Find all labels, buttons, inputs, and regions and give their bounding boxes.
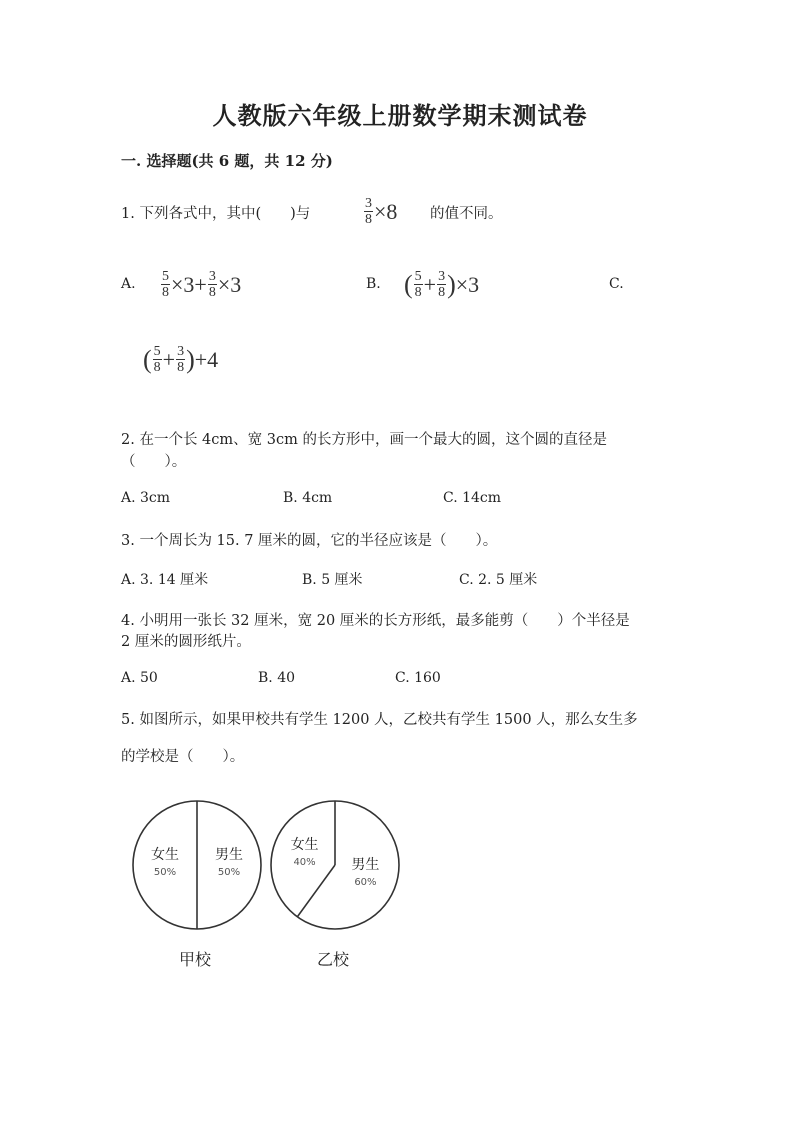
slice-label: 女生	[151, 847, 179, 863]
q4-stem-line1: 4. 小明用一张长 32 厘米，宽 20 厘米的长方形纸，最多能剪（ ）个半径是	[121, 613, 630, 629]
q3-option-c: C. 2. 5 厘米	[459, 572, 538, 588]
q5-stem-line2: 的学校是（ ）。	[121, 749, 245, 765]
slice-label: 女生	[290, 837, 319, 854]
q3-option-b: B. 5 厘米	[302, 572, 363, 588]
q1-option-c-expression: ( $\frac{5}{8}$ + $\frac{3}{8}$ ) +4	[143, 344, 219, 375]
q4-option-a: A. 50	[121, 670, 158, 686]
q2-stem-line1: 2. 在一个长 4cm、宽 3cm 的长方形中，画一个最大的圆，这个圆的直径是	[121, 432, 607, 448]
q2-option-c: C. 14cm	[443, 490, 502, 506]
q1-stem-text: 1. 下列各式中，其中( )与	[121, 206, 311, 222]
page-title: 人教版六年级上册数学期末测试卷	[212, 101, 588, 130]
section-heading: 一. 选择题(共 6 题，共 12 分)	[121, 152, 333, 170]
q1-stem-expression: $\frac{3}{8}$ ×8	[365, 196, 398, 227]
q3-option-a: A. 3. 14 厘米	[121, 572, 209, 588]
q1-option-c-label: C.	[609, 276, 624, 292]
q3-stem: 3. 一个周长为 15. 7 厘米的圆，它的半径应该是（ ）。	[121, 533, 498, 549]
q1-stem-tail: 的值不同。	[430, 206, 503, 222]
q1-option-a-expression: $\frac{5}{8}$ ×3+ $\frac{3}{8}$ ×3	[162, 269, 242, 300]
q4-stem-line2: 2 厘米的圆形纸片。	[121, 634, 251, 650]
q2-option-a: A. 3cm	[121, 490, 171, 506]
q2-option-b: B. 4cm	[283, 490, 333, 506]
slice-percent: 50%	[153, 867, 177, 878]
q1-stem	[121, 202, 310, 223]
slice-percent: 40%	[293, 857, 316, 869]
slice-label: 男生	[351, 856, 380, 873]
q4-option-b: B. 40	[258, 670, 296, 686]
q2-stem-line2: （ ）。	[121, 454, 187, 470]
pie-charts	[120, 795, 420, 985]
fraction: $\frac{3}{8}$	[365, 196, 372, 227]
slice-label: 男生	[215, 847, 243, 863]
q1-option-b-expression: ( $\frac{5}{8}$ + $\frac{3}{8}$ ) ×3	[404, 269, 480, 300]
q1-option-a-label: A.	[121, 276, 136, 292]
pie-title: 乙校	[316, 950, 350, 969]
slice-percent: 50%	[217, 867, 241, 878]
q5-stem-line1: 5. 如图所示，如果甲校共有学生 1200 人，乙校共有学生 1500 人，那么女生多	[121, 712, 638, 728]
pie-title: 甲校	[178, 950, 212, 969]
q4-option-c: C. 160	[395, 670, 441, 686]
q1-option-b-label: B.	[366, 276, 381, 292]
slice-percent: 60%	[354, 876, 377, 888]
